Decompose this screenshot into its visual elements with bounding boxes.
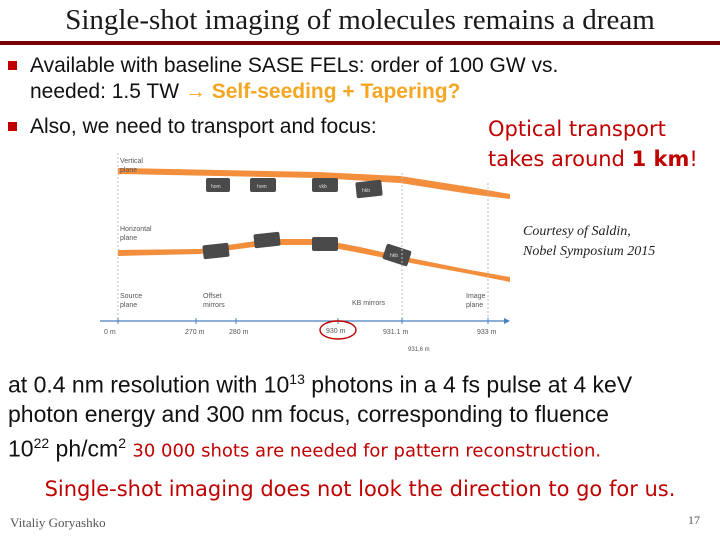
optical-line-1: Optical transport [488,117,666,141]
tick-931-6m: 931,6 m [408,347,430,353]
mirror-label-hkb: hkb [390,253,399,259]
mirror-label-2: hom [257,184,267,190]
svg-text:plane: plane [120,167,138,174]
fluence-line-2: photon energy and 300 nm focus, corresponding to fluence [8,400,609,427]
svg-text:mirrors: mirrors [203,302,225,309]
fluence-unit: ph/cm [49,435,119,462]
slide-title: Single-shot imaging of molecules remains a dream [65,4,655,36]
kb-mirror-vkb-horizontal [312,237,338,251]
footer-author: Vitaliy Goryashko [10,515,106,530]
fluence-line-1-b: photons in a 4 fs pulse at 4 keV [304,371,633,398]
fluence-line-1 [8,365,632,400]
horizontal-plane-label: Horizontal [120,226,152,233]
needed-power-text: needed: 1.5 TW [30,80,185,103]
optical-prefix: takes around [488,147,632,171]
tick-0m: 0 m [104,329,116,336]
fluence-exponent: 22 [33,434,50,451]
svg-text:plane: plane [120,235,138,242]
svg-text:plane: plane [466,302,484,309]
tick-270m: 270 m [185,329,205,336]
bullet-line-1: Available with baseline SASE FELs: order of 100 GW vs. [30,54,559,77]
self-seeding-highlight: Self-seeding + Tapering? [205,80,461,103]
tick-280m: 280 m [229,329,249,336]
bullet-line-2 [30,79,558,105]
courtesy-note [523,222,655,262]
bullet-transport [30,114,377,140]
fluence-text [8,365,632,465]
vertical-plane-label: Vertical [120,158,143,165]
optical-suffix: ! [689,147,698,171]
optical-line-2 [488,144,698,174]
courtesy-line-2: Nobel Symposium 2015 [523,244,656,259]
beamline-diagram [0,143,512,358]
fluence-base: 10 [8,435,34,462]
offset-mirror-1-horizontal [202,243,229,260]
courtesy-line-1: Courtesy of Saldin, [523,224,631,239]
mirror-label-3: vkb [319,184,327,190]
bullet-marker [8,61,17,70]
fluence-line-1-a: at 0.4 nm resolution with 10 [8,371,290,398]
bullet-transport-text: Also, we need to transport and focus: [30,115,377,138]
image-plane-label: Image [466,293,486,300]
optical-transport-note [488,114,698,174]
offset-mirrors-label: Offset [203,293,222,300]
bullet-marker [8,122,17,131]
offset-mirror-2-horizontal [253,232,280,249]
fluence-line-3 [8,429,632,466]
kb-mirrors-label: KB mirrors [352,300,386,307]
page-number: 17 [688,513,700,527]
tick-933m: 933 m [477,329,497,336]
svg-text:plane: plane [120,302,138,309]
bullet-fel-power [30,53,558,105]
photons-exponent: 13 [289,371,305,387]
title-divider [0,41,720,45]
mirror-label-1: hom [211,184,221,190]
shots-needed-text: 30 000 shots are needed for pattern reconstruction. [132,440,602,462]
tick-930m: 930 m [326,328,346,335]
source-plane-label: Source [120,293,143,300]
mirror-label-4: hkb [362,188,371,194]
unit-exponent: 2 [118,434,126,451]
tick-931-1m: 931.1 m [383,329,409,336]
arrow-icon: → [184,80,206,103]
optical-distance: 1 km [631,147,690,171]
conclusion-text: Single-shot imaging does not look the direction to go for us. [44,477,676,501]
